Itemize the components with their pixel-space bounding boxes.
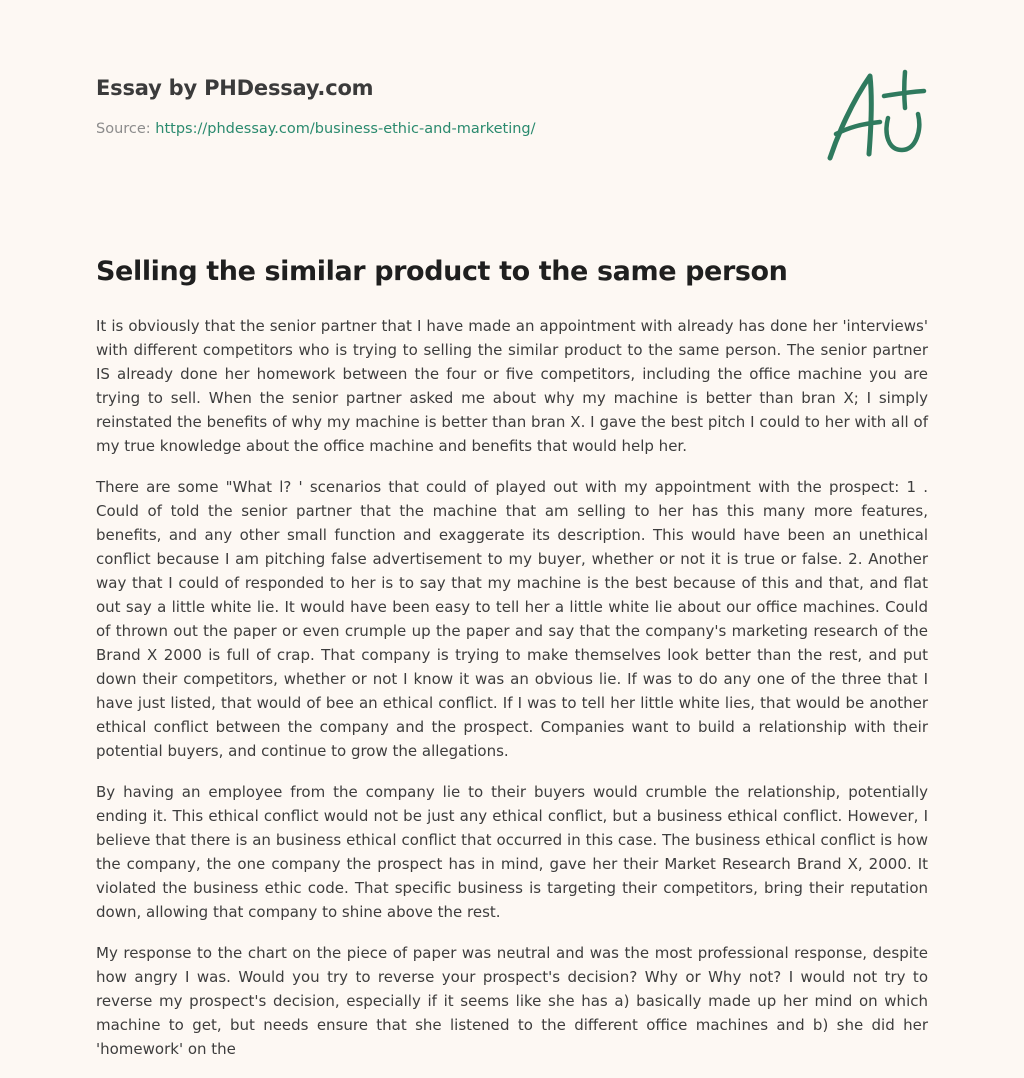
paragraph: There are some "What l? ' scenarios that could of played out with my appointment with the prospect: 1 . Could of told the senior partner that the machine that am selling to her has this many more features, benefits, and any other small function and exaggerate its description. This would have been an unethical conflict because I am pitching false advertisement to my buyer, whether or not it is true or false. 2. Another way that I could of responded to her is to say that my machine is the best because of this and that, and flat out say a little white lie. It would have been easy to tell her a little white lie about our office machines. Could of thrown out the paper or even crumple up the paper and say that the company's marketing research of the Brand X 2000 is full of crap. That company is trying to make themselves look better than the rest, and put down their competitors, whether or not I know it was an obvious lie. If was to do any one of the three that I have just listed, that would of bee an ethical conflict. If I was to tell her little white lies, that would be another ethical conflict between the company and the prospect. Companies want to build a relationship with their potential buyers, and continue to grow the allegations. [96, 478, 928, 760]
source-line [96, 121, 928, 137]
paragraph: It is obviously that the senior partner that I have made an appointment with already has done her 'interviews' with different competitors who is trying to selling the similar product to the same person. The senior partner IS already done her homework between the four or five competitors, including the office machine you are trying to sell. When the senior partner asked me about why my machine is better than bran X; I simply reinstated the benefits of why my machine is better than bran X. I gave the best pitch I could to her with all of my true knowledge about the office machine and benefits that would help her. [96, 317, 928, 455]
source-link[interactable]: https://phdessay.com/business-ethic-and-marketing/ [155, 121, 536, 137]
essay-title: Selling the similar product to the same person [96, 256, 788, 287]
site-title: Essay by PHDessay.com [96, 76, 374, 100]
paragraph: My response to the chart on the piece of paper was neutral and was the most professional response, despite how angry I was. Would you try to reverse your prospect's decision? Why or Why not? I would not try to reverse my prospect's decision, especially if it seems like she has a) basically made up her mind on which machine to get, but needs ensure that she listened to the different office machines and b) she did her 'homework' on the [96, 944, 928, 1058]
a-plus-logo-icon [822, 64, 932, 164]
page-header [96, 76, 928, 137]
paragraph: By having an employee from the company lie to their buyers would crumble the relationship, potentially ending it. This ethical conflict would not be just any ethical conflict, but a business ethical conflict. However, I believe that there is an business ethical conflict that occurred in this case. The business ethical conflict is how the company, the one company the prospect has in mind, gave her their Market Research Brand X, 2000. It violated the business ethic code. That specific business is targeting their competitors, bring their reputation down, allowing that company to shine above the rest. [96, 783, 928, 921]
source-label: Source: [96, 121, 151, 137]
essay-body [96, 314, 928, 1078]
